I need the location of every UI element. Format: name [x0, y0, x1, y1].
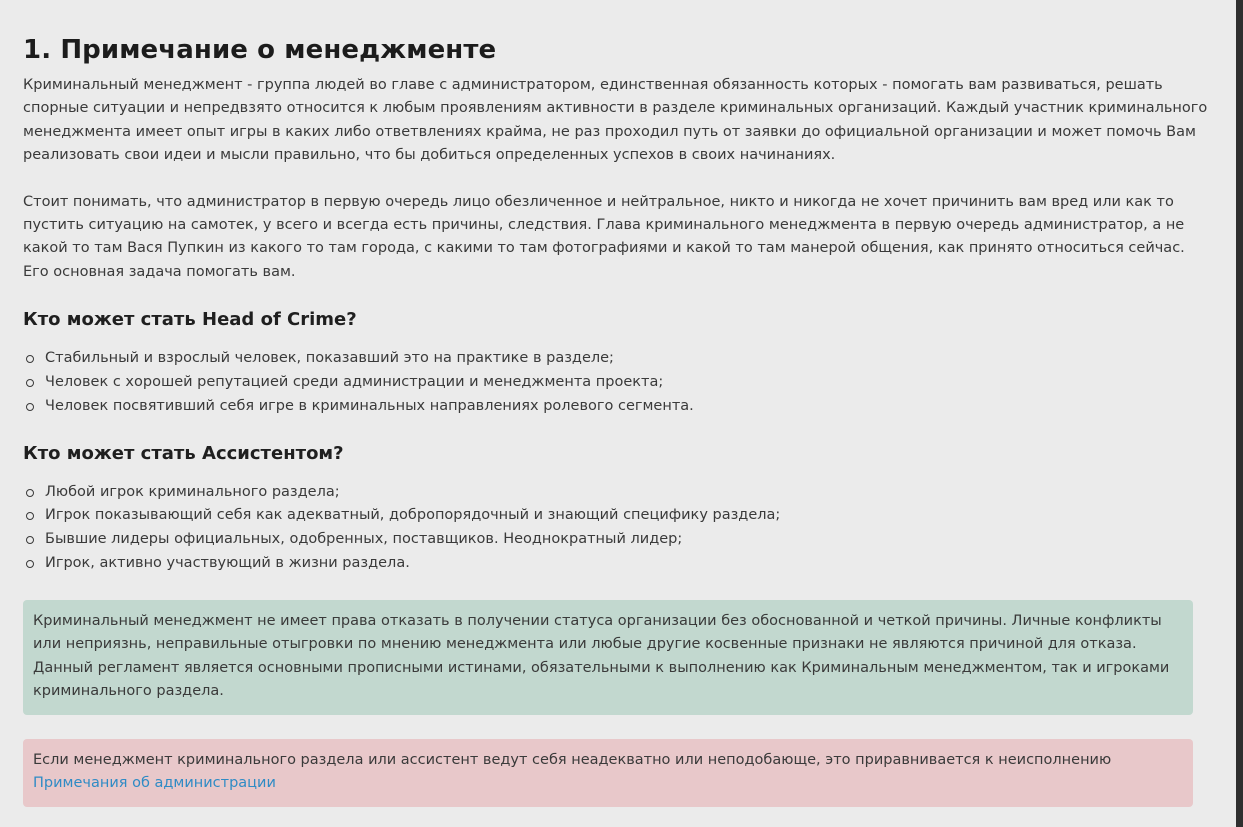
head-of-crime-heading: Кто может стать Head of Crime?: [23, 309, 357, 331]
list-item: Любой игрок криминального раздела;: [23, 481, 1215, 505]
circle-bullet-icon: [26, 536, 34, 544]
list-item: Человек с хорошей репутацией среди администрации и менеджмента проекта;: [23, 371, 1215, 395]
intro-paragraph: Криминальный менеджмент - группа людей во главе с администратором, единственная обязанность которых - помогать вам развиваться, решать спорные ситуации и непредвзято относится к любым проявлениям активности в разделе криминальных организаций. Каждый участник криминального менеджмента имеет опыт игры в каких либо ответвлениях крайма, не раз проходил путь от заявки до официальной организации и может помочь Вам реализовать свои идеи и мысли правильно, что бы добиться определенных успехов в своих начинаниях.: [23, 77, 1208, 164]
list-item: Игрок, активно участвующий в жизни раздела.: [23, 552, 1215, 576]
head-of-crime-list: [23, 347, 1215, 418]
green-note-text: Криминальный менеджмент не имеет права отказать в получении статуса организации без обоснованной и четкой причины. Личные конфликты или неприязнь, неправильные отыгровки по мнению менеджмента или любые другие косвенные признаки не являются причиной для отказа. Данный регламент является основными прописными истинами, обязательными к выполнению как Криминальным менеджментом, так и игроками криминального раздела.: [33, 612, 1170, 700]
circle-bullet-icon: [26, 355, 34, 363]
second-paragraph: Стоит понимать, что администратор в первую очередь лицо обезличенное и нейтральное, никто и никогда не хочет причинить вам вред или как то пустить ситуацию на самотек, у всего и всегда есть причины, следствия. Глава криминального менеджмента в первую очередь администратор, а не какой то там Вася Пупкин из какого то там города, с какими то там фотографиями и какой то там манерой общения, как принято относиться сейчас. Его основная задача помогать вам.: [23, 193, 1185, 280]
scrollbar[interactable]: [1236, 0, 1243, 827]
red-note-text: Если менеджмент криминального раздела или ассистент ведут себя неадекватно или неподобающе, это приравнивается к неисполнению Примечания об администрации: [33, 751, 1112, 792]
page-title: 1. Примечание о менеджменте: [23, 35, 497, 65]
circle-bullet-icon: [26, 379, 34, 387]
list-item: Бывшие лидеры официальных, одобренных, поставщиков. Неоднократный лидер;: [23, 528, 1215, 552]
assistant-heading: Кто может стать Ассистентом?: [23, 442, 344, 464]
circle-bullet-icon: [26, 489, 34, 497]
assistant-list: [23, 481, 1215, 576]
list-item: Стабильный и взрослый человек, показавший это на практике в разделе;: [23, 347, 1215, 371]
circle-bullet-icon: [26, 403, 34, 411]
list-item: Человек посвятивший себя игре в криминальных направлениях ролевого сегмента.: [23, 395, 1215, 419]
warning-note-red: [23, 739, 1193, 807]
circle-bullet-icon: [26, 560, 34, 568]
circle-bullet-icon: [26, 512, 34, 520]
administration-notes-link[interactable]: Примечания об администрации: [33, 775, 276, 792]
list-item: Игрок показывающий себя как адекватный, добропорядочный и знающий специфику раздела;: [23, 504, 1215, 528]
article-content: [23, 0, 1215, 807]
info-note-green: [23, 600, 1193, 715]
